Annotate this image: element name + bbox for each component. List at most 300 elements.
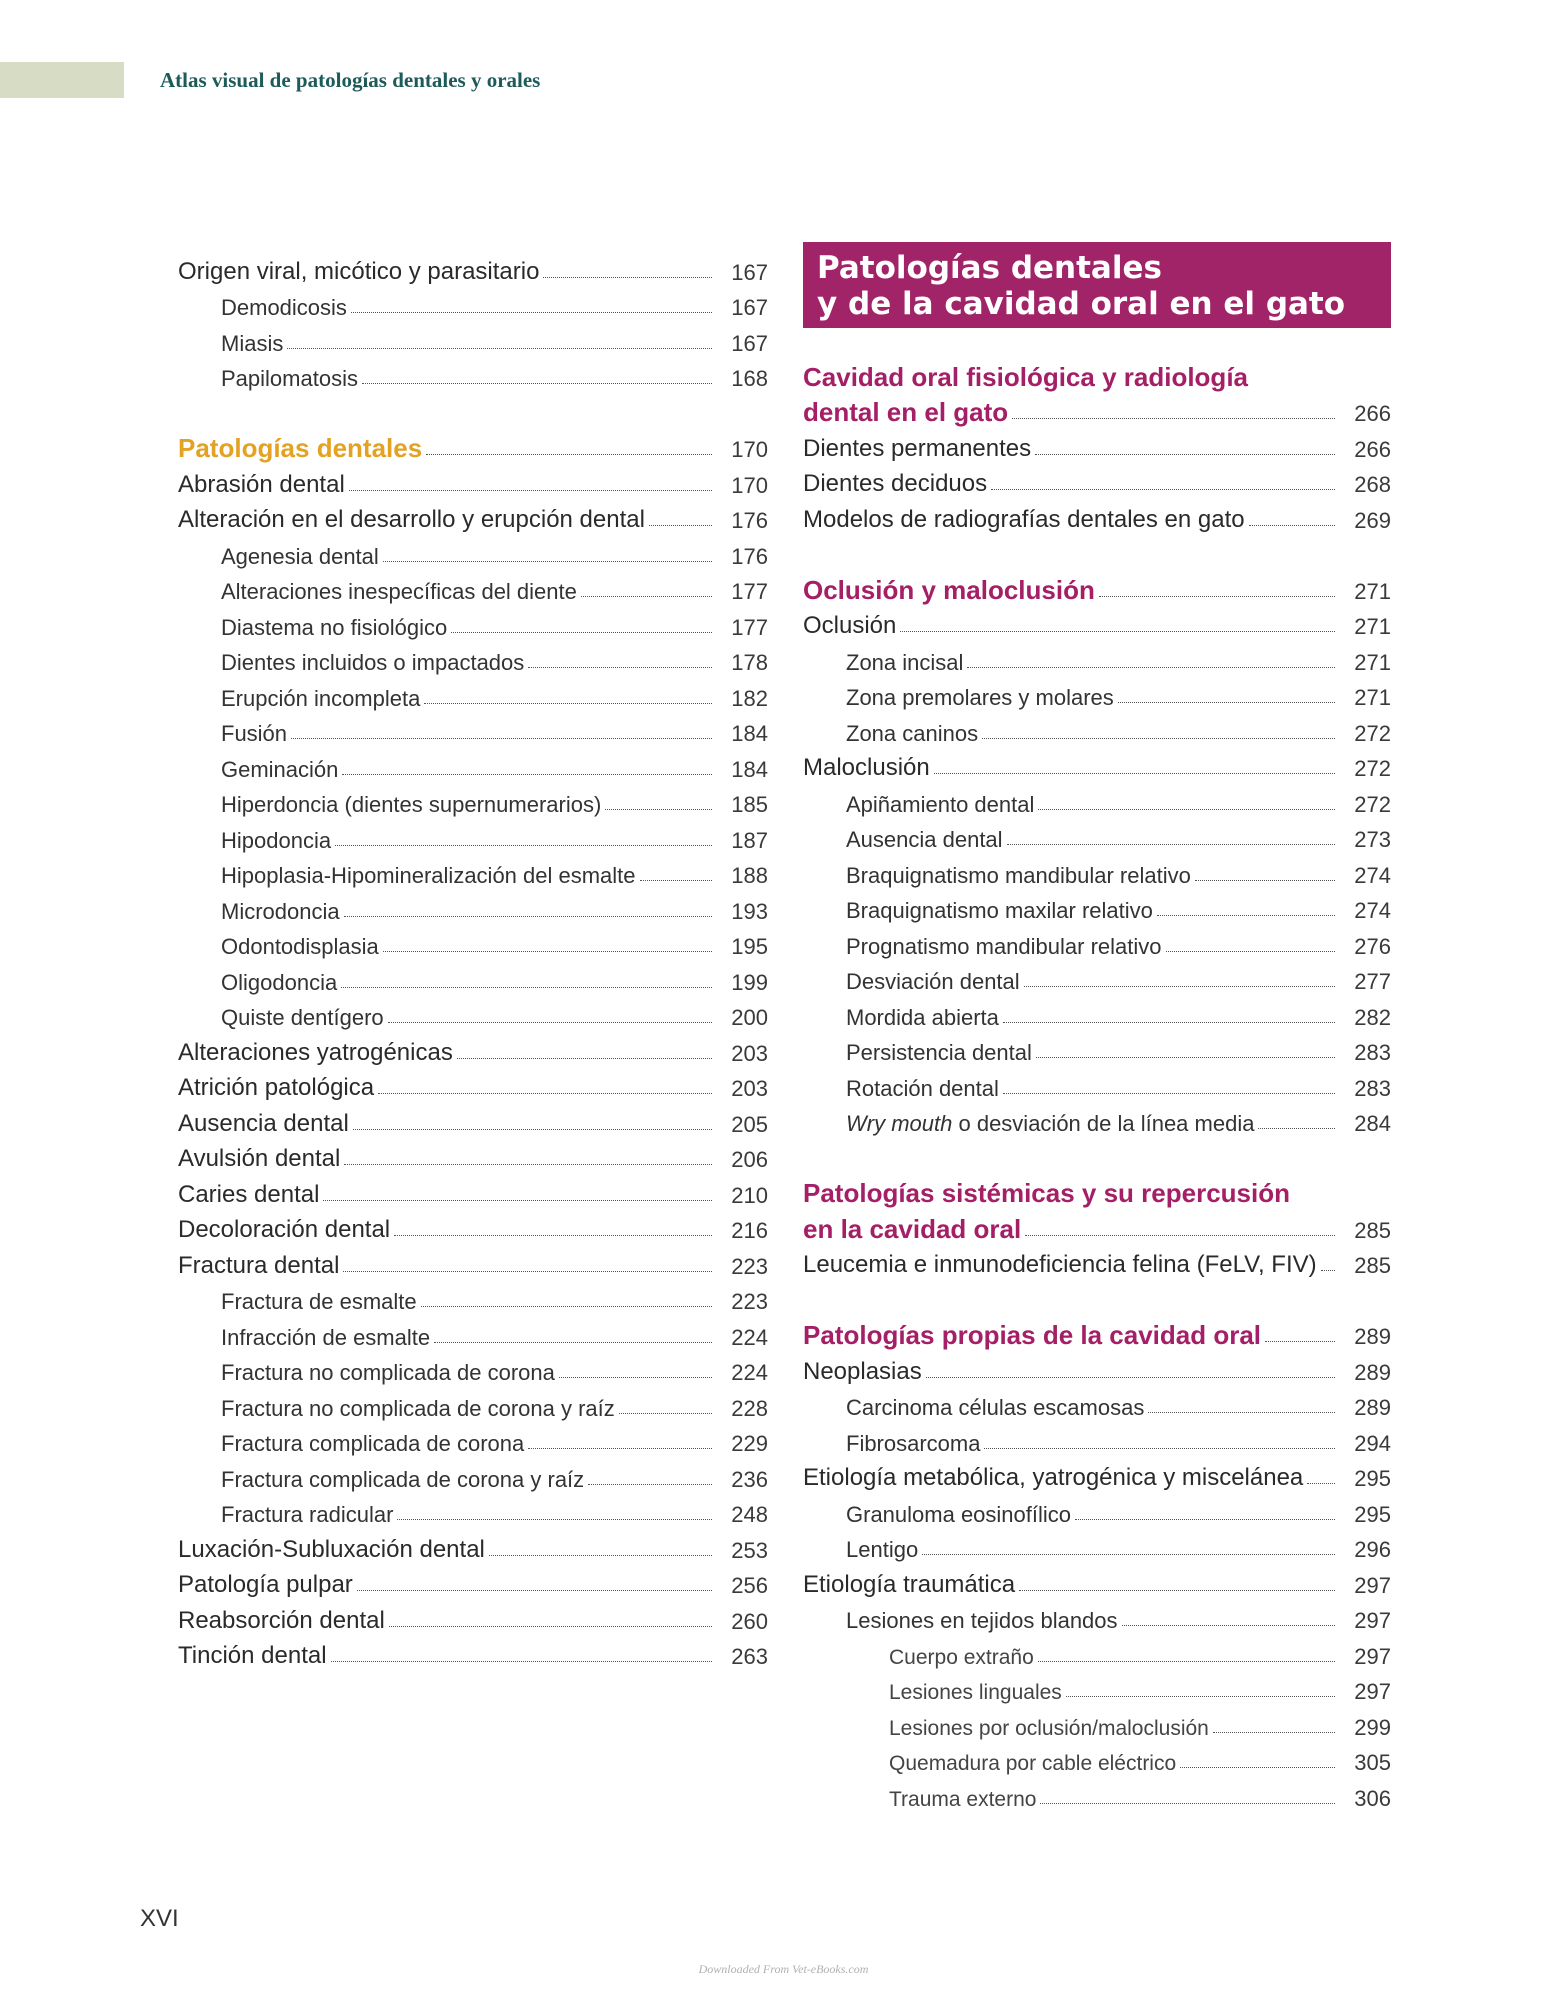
toc-entry-title: Trauma externo: [803, 1789, 1040, 1810]
toc-entry-title: Zona incisal: [803, 652, 967, 674]
toc-entry-title: Rotación dental: [803, 1078, 1003, 1100]
toc-page-number: 271: [1354, 614, 1391, 639]
toc-leader-dots: [605, 808, 712, 810]
toc-entry[interactable]: [803, 851, 1391, 887]
toc-entry[interactable]: [803, 638, 1391, 674]
toc-entry[interactable]: [803, 496, 1391, 532]
toc-entry[interactable]: [178, 1313, 768, 1349]
toc-page-number: 200: [731, 1005, 768, 1030]
toc-leader-dots: [434, 1341, 712, 1343]
toc-entry-title: Alteraciones yatrogénicas: [178, 1041, 457, 1065]
toc-entry[interactable]: [178, 1349, 768, 1385]
toc-entry-title: Fractura de esmalte: [178, 1291, 421, 1313]
toc-entry-title: Miasis: [178, 333, 287, 355]
toc-entry-title: dental en el gato: [803, 399, 1012, 425]
toc-page-number: 272: [1354, 791, 1391, 817]
toc-leader-dots: [559, 1376, 712, 1378]
toc-entry[interactable]: [178, 639, 768, 675]
toc-entry-title: Microdoncia: [178, 901, 344, 923]
toc-leader-dots: [457, 1057, 712, 1059]
toc-entry[interactable]: [803, 1597, 1391, 1633]
toc-entry[interactable]: [803, 780, 1391, 816]
toc-entry[interactable]: [178, 1491, 768, 1527]
toc-leader-dots: [343, 1270, 712, 1272]
toc-page-number: 306: [1354, 1785, 1391, 1811]
toc-entry-title: Decoloración dental: [178, 1218, 394, 1242]
toc-entry-title: Oclusión y maloclusión: [803, 577, 1099, 603]
toc-entry[interactable]: [178, 355, 768, 391]
toc-page-number: 223: [731, 1289, 768, 1314]
toc-entry[interactable]: [803, 1632, 1391, 1668]
toc-entry[interactable]: [178, 887, 768, 923]
toc-page-number: 205: [731, 1111, 768, 1137]
toc-page-number: 253: [731, 1537, 768, 1563]
toc-page-number: 289: [1354, 1359, 1391, 1385]
toc-entry[interactable]: [178, 568, 768, 604]
toc-page-number: 271: [1354, 649, 1391, 675]
toc-entry-title: Tinción dental: [178, 1644, 331, 1668]
toc-page-number: 188: [731, 863, 768, 888]
toc-entry-title: [803, 1113, 1258, 1135]
toc-entry-title: Etiología metabólica, yatrogénica y miscelánea: [803, 1466, 1307, 1490]
header-tab-bar: [0, 62, 124, 98]
toc-leader-dots: [1007, 843, 1335, 845]
toc-leader-dots: [1157, 914, 1335, 916]
toc-page-number: 289: [1354, 1324, 1391, 1349]
toc-entry[interactable]: [178, 1420, 768, 1456]
toc-leader-dots: [349, 489, 712, 491]
toc-page-number: 269: [1354, 507, 1391, 533]
toc-leader-dots: [926, 1376, 1335, 1378]
toc-entry[interactable]: [178, 745, 768, 781]
toc-leader-dots: [1036, 1056, 1335, 1058]
toc-leader-dots: [1213, 1731, 1335, 1733]
toc-entry[interactable]: [178, 1029, 768, 1065]
toc-leader-dots: [1180, 1766, 1335, 1768]
toc-entry[interactable]: [803, 567, 1391, 603]
toc-entry-title: Fractura no complicada de corona: [178, 1362, 559, 1384]
toc-page-number: 266: [1354, 436, 1391, 462]
toc-entry[interactable]: [803, 1206, 1391, 1242]
toc-leader-dots: [1012, 417, 1335, 419]
toc-entry-title: Apiñamiento dental: [803, 794, 1038, 816]
toc-entry-title: Hipoplasia-Hipomineralización del esmalte: [178, 865, 640, 887]
toc-leader-dots: [1066, 1695, 1335, 1697]
toc-leader-dots: [331, 1660, 712, 1662]
toc-page-number: 268: [1354, 472, 1391, 497]
toc-entry[interactable]: [178, 603, 768, 639]
toc-entry[interactable]: [803, 745, 1391, 781]
section-heading-line1: Cavidad oral fisiológica y radiología: [803, 361, 1248, 392]
toc-entry[interactable]: [178, 816, 768, 852]
toc-entry[interactable]: [178, 426, 768, 462]
toc-page-number: 167: [731, 295, 768, 320]
toc-entry-title: Origen viral, micótico y parasitario: [178, 260, 543, 284]
toc-entry[interactable]: [178, 1242, 768, 1278]
toc-leader-dots: [1038, 808, 1335, 810]
toc-page-number: 285: [1354, 1217, 1391, 1243]
toc-leader-dots: [383, 560, 712, 562]
toc-entry-title: Modelos de radiografías dentales en gato: [803, 508, 1249, 532]
toc-entry-title: Braquignatismo maxilar relativo: [803, 900, 1157, 922]
toc-page-number: 248: [731, 1502, 768, 1527]
toc-page-number: 295: [1354, 1501, 1391, 1527]
toc-leader-dots: [389, 1625, 712, 1627]
toc-entry[interactable]: [178, 994, 768, 1030]
toc-entry[interactable]: [178, 461, 768, 497]
toc-entry[interactable]: [803, 709, 1391, 745]
toc-gap: [178, 390, 768, 426]
toc-leader-dots: [342, 773, 712, 775]
toc-page-number: 199: [731, 969, 768, 995]
toc-gap: [803, 1135, 1391, 1171]
toc-entry[interactable]: [178, 1136, 768, 1172]
toc-page-number: 203: [731, 1076, 768, 1101]
toc-entry[interactable]: [178, 1384, 768, 1420]
toc-leader-dots: [934, 772, 1335, 774]
toc-entry[interactable]: [178, 710, 768, 746]
toc-entry-title: Fractura dental: [178, 1254, 343, 1278]
toc-entry-title: en la cavidad oral: [803, 1216, 1025, 1242]
toc-leader-dots: [424, 702, 712, 704]
toc-entry-title: Zona caninos: [803, 723, 982, 745]
toc-leader-dots: [543, 276, 712, 278]
toc-entry-title: Ausencia dental: [178, 1112, 353, 1136]
toc-leader-dots: [451, 631, 712, 633]
toc-leader-dots: [1099, 595, 1335, 597]
toc-entry[interactable]: [178, 1100, 768, 1136]
toc-page-number: 296: [1354, 1537, 1391, 1562]
toc-page-number: 276: [1354, 933, 1391, 959]
toc-leader-dots: [1307, 1482, 1335, 1484]
toc-entry[interactable]: [178, 1597, 768, 1633]
toc-entry[interactable]: [178, 248, 768, 284]
toc-entry-title: Etiología traumática: [803, 1573, 1019, 1597]
toc-page-number: 284: [1354, 1111, 1391, 1136]
toc-leader-dots: [1024, 985, 1335, 987]
toc-entry-title: Patologías propias de la cavidad oral: [803, 1322, 1265, 1348]
toc-gap: [803, 1277, 1391, 1313]
chapter-title-box: [803, 242, 1391, 328]
toc-leader-dots: [426, 453, 712, 455]
toc-page-number: 283: [1354, 1040, 1391, 1065]
toc-page-number: 223: [731, 1253, 768, 1279]
toc-leader-dots: [1265, 1340, 1335, 1342]
toc-entry-title: Hiperdoncia (dientes supernumerarios): [178, 794, 605, 816]
toc-entry-title: Abrasión dental: [178, 473, 349, 497]
toc-page-number: 193: [731, 898, 768, 924]
toc-page-number: 271: [1354, 685, 1391, 710]
toc-page-number: 167: [731, 259, 768, 285]
toc-page-number: 203: [731, 1040, 768, 1066]
toc-leader-dots: [323, 1199, 712, 1201]
toc-leader-dots: [1148, 1411, 1335, 1413]
toc-leader-dots: [335, 844, 712, 846]
toc-leader-dots: [1166, 950, 1336, 952]
toc-page-number: 260: [731, 1608, 768, 1634]
toc-entry[interactable]: [803, 1703, 1391, 1739]
toc-entry[interactable]: [178, 284, 768, 320]
toc-entry-title: Infracción de esmalte: [178, 1327, 434, 1349]
toc-entry-title: Prognatismo mandibular relativo: [803, 936, 1166, 958]
toc-entry[interactable]: [803, 816, 1391, 852]
toc-leader-dots: [362, 382, 712, 384]
toc-entry-title: Dientes permanentes: [803, 437, 1035, 461]
toc-entry[interactable]: [178, 1562, 768, 1598]
toc-leader-dots: [588, 1483, 712, 1485]
toc-leader-dots: [1075, 1518, 1335, 1520]
toc-page-number: 168: [731, 366, 768, 391]
toc-entry[interactable]: [803, 1029, 1391, 1065]
toc-entry-title: Alteraciones inespecíficas del diente: [178, 581, 581, 603]
toc-page-number: 187: [731, 827, 768, 853]
toc-entry-title: Persistencia dental: [803, 1042, 1036, 1064]
toc-page-number: 184: [731, 756, 768, 782]
toc-page-number: 274: [1354, 862, 1391, 888]
toc-leader-dots: [640, 879, 712, 881]
toc-page-number: 285: [1354, 1253, 1391, 1278]
toc-entry[interactable]: [178, 1065, 768, 1101]
toc-entry[interactable]: [803, 993, 1391, 1029]
toc-page-number: 294: [1354, 1430, 1391, 1456]
toc-leader-dots: [922, 1553, 1335, 1555]
toc-entry[interactable]: [178, 1171, 768, 1207]
toc-entry[interactable]: [803, 1774, 1391, 1810]
toc-entry[interactable]: [803, 1313, 1391, 1349]
toc-leader-dots: [1003, 1021, 1335, 1023]
toc-page-number: 177: [731, 579, 768, 604]
toc-entry[interactable]: [803, 1739, 1391, 1775]
toc-entry-title: Neoplasias: [803, 1360, 926, 1384]
toc-leader-dots: [351, 311, 712, 313]
toc-entry[interactable]: [178, 1278, 768, 1314]
toc-entry[interactable]: [803, 958, 1391, 994]
toc-leader-dots: [341, 986, 712, 988]
toc-entry[interactable]: [178, 532, 768, 568]
toc-gap: [803, 532, 1391, 568]
toc-leader-dots: [1035, 453, 1335, 455]
toc-entry[interactable]: [803, 1100, 1391, 1136]
toc-page-number: 272: [1354, 720, 1391, 746]
toc-page-number: 277: [1354, 969, 1391, 994]
toc-entry-title: Geminación: [178, 759, 342, 781]
toc-entry-title: Patología pulpar: [178, 1573, 357, 1597]
toc-leader-dots: [1321, 1269, 1335, 1271]
toc-page-number: 299: [1354, 1714, 1391, 1740]
toc-right-column: [803, 242, 1391, 1810]
toc-entry-title: Maloclusión: [803, 756, 934, 780]
toc-entry[interactable]: [178, 497, 768, 533]
toc-entry-title: Dientes incluidos o impactados: [178, 652, 528, 674]
toc-entry[interactable]: [178, 1207, 768, 1243]
toc-page-number: 170: [731, 472, 768, 498]
toc-leader-dots: [1195, 879, 1335, 881]
toc-entry-title: Odontodisplasia: [178, 936, 383, 958]
toc-entry[interactable]: [803, 425, 1391, 461]
toc-entry[interactable]: [803, 461, 1391, 497]
toc-leader-dots: [383, 950, 712, 952]
running-title: Atlas visual de patologías dentales y orales: [160, 68, 541, 92]
toc-entry-title: Alteración en el desarrollo y erupción dental: [178, 508, 649, 532]
toc-entry[interactable]: [178, 781, 768, 817]
toc-page-number: 224: [731, 1324, 768, 1350]
toc-entry-title-rest: o desviación de la línea media: [958, 1111, 1255, 1136]
toc-entry[interactable]: [803, 1384, 1391, 1420]
toc-leader-dots: [1118, 701, 1335, 703]
toc-page-number: 297: [1354, 1643, 1391, 1669]
toc-leader-dots: [1258, 1127, 1335, 1129]
toc-page-number: 297: [1354, 1679, 1391, 1704]
toc-leader-dots: [421, 1305, 712, 1307]
toc-entry-title: Leucemia e inmunodeficiencia felina (FeLV, FIV): [803, 1253, 1321, 1277]
toc-page-number: 229: [731, 1431, 768, 1456]
toc-entry-title: Erupción incompleta: [178, 688, 424, 710]
toc-leader-dots: [357, 1589, 712, 1591]
toc-entry[interactable]: [178, 319, 768, 355]
toc-entry[interactable]: [803, 1561, 1391, 1597]
toc-entry-title: Hipodoncia: [178, 830, 335, 852]
toc-entry[interactable]: [178, 1526, 768, 1562]
toc-leader-dots: [353, 1128, 712, 1130]
toc-entry-title: Dientes deciduos: [803, 472, 991, 496]
toc-leader-dots: [1019, 1589, 1335, 1591]
toc-page-number: 272: [1354, 756, 1391, 781]
toc-entry-title: Oligodoncia: [178, 972, 341, 994]
toc-leader-dots: [528, 1447, 712, 1449]
toc-page-number: 297: [1354, 1608, 1391, 1633]
toc-leader-dots: [528, 666, 712, 668]
toc-leader-dots: [982, 737, 1335, 739]
toc-leader-dots: [344, 915, 712, 917]
toc-entry[interactable]: [178, 923, 768, 959]
toc-leader-dots: [649, 524, 712, 526]
toc-entry[interactable]: [178, 958, 768, 994]
toc-entry-title: Agenesia dental: [178, 546, 383, 568]
toc-page-number: 176: [731, 543, 768, 569]
toc-entry[interactable]: [803, 390, 1391, 426]
toc-entry[interactable]: [178, 1455, 768, 1491]
toc-entry-title: Caries dental: [178, 1183, 323, 1207]
toc-leader-dots: [967, 666, 1335, 668]
toc-page-number: 184: [731, 721, 768, 746]
toc-page-number: 283: [1354, 1075, 1391, 1101]
toc-entry[interactable]: [803, 922, 1391, 958]
toc-entry-title: Carcinoma células escamosas: [803, 1397, 1148, 1419]
toc-entry-title: Ausencia dental: [803, 829, 1007, 851]
page-number: XVI: [140, 1905, 179, 1932]
toc-leader-dots: [388, 1021, 712, 1023]
toc-page-number: 176: [731, 508, 768, 533]
toc-entry-title: Papilomatosis: [178, 368, 362, 390]
toc-leader-dots: [1040, 1802, 1335, 1804]
toc-entry-title: Granuloma eosinofílico: [803, 1504, 1075, 1526]
toc-page-number: 178: [731, 650, 768, 675]
toc-entry-title: Fractura no complicada de corona y raíz: [178, 1398, 619, 1420]
toc-entry-title: Desviación dental: [803, 971, 1024, 993]
toc-page-number: 182: [731, 685, 768, 711]
toc-page-number: 271: [1354, 578, 1391, 604]
toc-entry-title: Fusión: [178, 723, 291, 745]
toc-entry-title: Patologías dentales: [178, 435, 426, 461]
chapter-title-line2: y de la cavidad oral en el gato: [817, 286, 1346, 322]
toc-entry-title: Quemadura por cable eléctrico: [803, 1753, 1180, 1774]
toc-entry-title: Fractura complicada de corona y raíz: [178, 1469, 588, 1491]
toc-leader-dots: [397, 1518, 712, 1520]
toc-entry-title: Cuerpo extraño: [803, 1647, 1038, 1668]
toc-leader-dots: [991, 488, 1335, 490]
toc-entry-title: Quiste dentígero: [178, 1007, 388, 1029]
toc-page-number: 263: [731, 1644, 768, 1669]
toc-entry-title: Reabsorción dental: [178, 1609, 389, 1633]
toc-leader-dots: [619, 1412, 712, 1414]
toc-page-number: 177: [731, 614, 768, 640]
toc-entry[interactable]: [803, 674, 1391, 710]
toc-entry-title: Diastema no fisiológico: [178, 617, 451, 639]
toc-leader-dots: [394, 1234, 712, 1236]
toc-page-number: 256: [731, 1573, 768, 1598]
toc-entry[interactable]: [803, 603, 1391, 639]
toc-page-number: 236: [731, 1466, 768, 1492]
toc-entry-title: Braquignatismo mandibular relativo: [803, 865, 1195, 887]
toc-entry-title: Lesiones en tejidos blandos: [803, 1610, 1122, 1632]
toc-entry[interactable]: [178, 674, 768, 710]
toc-entry[interactable]: [803, 1526, 1391, 1562]
toc-left-column: [178, 248, 768, 1668]
toc-page-number: 170: [731, 437, 768, 462]
toc-leader-dots: [1249, 524, 1335, 526]
toc-entry[interactable]: [803, 1455, 1391, 1491]
toc-entry[interactable]: [178, 1633, 768, 1669]
toc-page-number: 305: [1354, 1750, 1391, 1775]
toc-entry-title: Lesiones por oclusión/maloclusión: [803, 1718, 1213, 1739]
toc-page-number: 273: [1354, 827, 1391, 852]
toc-leader-dots: [344, 1163, 712, 1165]
toc-leader-dots: [1003, 1092, 1335, 1094]
toc-entry[interactable]: [803, 1668, 1391, 1704]
toc-entry-title: Atrición patológica: [178, 1076, 378, 1100]
toc-leader-dots: [1025, 1234, 1335, 1236]
toc-entry[interactable]: [803, 1419, 1391, 1455]
toc-page-number: 224: [731, 1360, 768, 1385]
toc-entry-title: Mordida abierta: [803, 1007, 1003, 1029]
toc-leader-dots: [291, 737, 712, 739]
toc-page-number: 266: [1354, 401, 1391, 426]
toc-entry-title: Avulsión dental: [178, 1147, 344, 1171]
toc-entry-title-italic: Wry mouth: [846, 1111, 953, 1136]
toc-entry-title: Zona premolares y molares: [803, 687, 1118, 709]
toc-right-entries: [803, 390, 1391, 1810]
toc-page-number: 210: [731, 1182, 768, 1208]
toc-entry[interactable]: [803, 1242, 1391, 1278]
toc-page-number: 206: [731, 1147, 768, 1172]
footer-watermark: Downloaded From Vet-eBooks.com: [698, 1962, 869, 1976]
toc-page-number: 167: [731, 330, 768, 356]
toc-leader-dots: [1122, 1624, 1335, 1626]
toc-leader-dots: [378, 1092, 712, 1094]
toc-entry[interactable]: [803, 1064, 1391, 1100]
toc-entry-title: Lentigo: [803, 1539, 922, 1561]
toc-entry[interactable]: [803, 1490, 1391, 1526]
toc-entry[interactable]: [803, 1348, 1391, 1384]
toc-entry-title: Fibrosarcoma: [803, 1433, 984, 1455]
toc-page-number: 228: [731, 1395, 768, 1421]
toc-leader-dots: [984, 1447, 1335, 1449]
toc-entry[interactable]: [803, 887, 1391, 923]
toc-entry-title: Fractura complicada de corona: [178, 1433, 528, 1455]
toc-entry-title: Oclusión: [803, 614, 900, 638]
toc-leader-dots: [1038, 1660, 1335, 1662]
toc-entry[interactable]: [178, 852, 768, 888]
